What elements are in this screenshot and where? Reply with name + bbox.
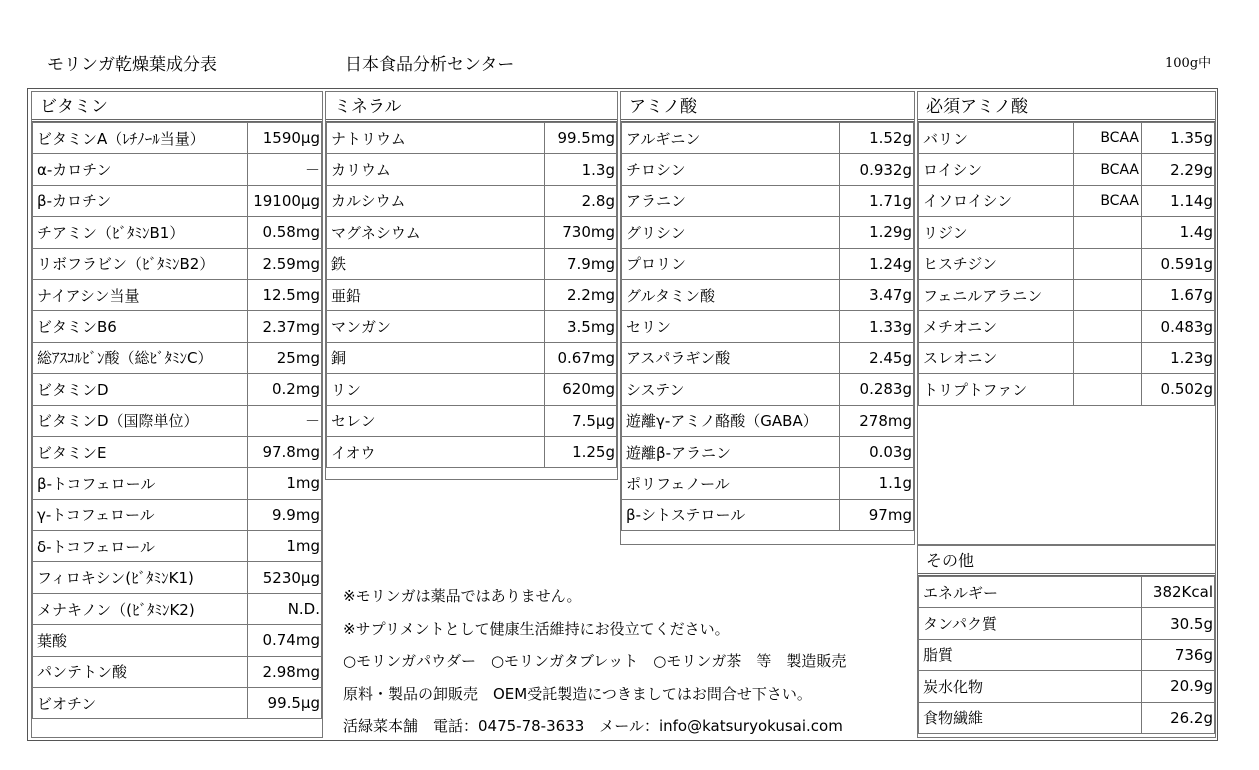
nutrient-name: カルシウム bbox=[327, 185, 545, 216]
bcaa-tag bbox=[1074, 311, 1142, 342]
nutrient-name: フェニルアラニン bbox=[919, 279, 1074, 310]
nutrient-name: ナイアシン当量 bbox=[33, 279, 248, 310]
nutrient-value: 0.2mg bbox=[248, 374, 322, 405]
nutrient-value: 1.1g bbox=[840, 468, 914, 499]
nutrient-name: リジン bbox=[919, 217, 1074, 248]
table-row bbox=[622, 311, 914, 342]
other-table bbox=[918, 576, 1215, 734]
table-row bbox=[919, 577, 1215, 608]
nutrient-name: スレオニン bbox=[919, 342, 1074, 373]
nutrient-value: 1.67g bbox=[1142, 279, 1215, 310]
nutrient-name: リン bbox=[327, 374, 545, 405]
nutrient-name: アスパラギン酸 bbox=[622, 342, 840, 373]
other-section bbox=[917, 545, 1216, 738]
nutrient-name: トリプトファン bbox=[919, 374, 1074, 405]
table-row bbox=[33, 499, 322, 530]
essential-amino-acids-table bbox=[918, 122, 1215, 406]
amino-acids-section bbox=[620, 91, 915, 545]
table-row bbox=[33, 217, 322, 248]
nutrient-name: β-カロチン bbox=[33, 185, 248, 216]
nutrient-value: 12.5mg bbox=[248, 279, 322, 310]
nutrient-value: 0.591g bbox=[1142, 248, 1215, 279]
table-row bbox=[33, 562, 322, 593]
nutrient-name: プロリン bbox=[622, 248, 840, 279]
nutrient-value: 99.5μg bbox=[248, 688, 322, 719]
nutrient-value: 2.59mg bbox=[248, 248, 322, 279]
nutrient-name: 遊離γ-アミノ酪酸（GABA） bbox=[622, 405, 840, 436]
table-row bbox=[327, 311, 617, 342]
table-row bbox=[327, 217, 617, 248]
table-row bbox=[622, 217, 914, 248]
bcaa-tag bbox=[1074, 217, 1142, 248]
nutrient-value: 30.5g bbox=[1142, 608, 1215, 639]
bcaa-tag bbox=[1074, 248, 1142, 279]
bcaa-tag bbox=[1074, 342, 1142, 373]
table-row bbox=[622, 185, 914, 216]
nutrient-value: － bbox=[248, 405, 322, 436]
nutrient-value: 26.2g bbox=[1142, 702, 1215, 733]
nutrient-value: 1.25g bbox=[545, 436, 617, 467]
nutrient-value: 2.2mg bbox=[545, 279, 617, 310]
nutrient-name: リボフラビン（ﾋﾞﾀﾐﾝB2） bbox=[33, 248, 248, 279]
table-row bbox=[33, 311, 322, 342]
nutrient-name: カリウム bbox=[327, 154, 545, 185]
nutrient-value: － bbox=[248, 154, 322, 185]
table-row bbox=[327, 374, 617, 405]
nutrient-name: δ-トコフェロール bbox=[33, 531, 248, 562]
nutrient-value: 278mg bbox=[840, 405, 914, 436]
nutrient-value: 1mg bbox=[248, 468, 322, 499]
nutrient-value: 1.3g bbox=[545, 154, 617, 185]
nutrient-value: 730mg bbox=[545, 217, 617, 248]
table-row bbox=[33, 468, 322, 499]
table-row bbox=[622, 374, 914, 405]
table-row bbox=[919, 185, 1215, 216]
nutrient-name: チアミン（ﾋﾞﾀﾐﾝB1） bbox=[33, 217, 248, 248]
essential-amino-acids-section bbox=[917, 91, 1216, 545]
table-row bbox=[327, 405, 617, 436]
nutrient-name: タンパク質 bbox=[919, 608, 1142, 639]
notes-block bbox=[343, 580, 846, 743]
nutrient-value: 97.8mg bbox=[248, 436, 322, 467]
nutrient-value: 5230μg bbox=[248, 562, 322, 593]
nutrient-name: β-トコフェロール bbox=[33, 468, 248, 499]
nutrient-name: ビタミンB6 bbox=[33, 311, 248, 342]
table-row bbox=[919, 248, 1215, 279]
nutrient-name: メナキノン（(ﾋﾞﾀﾐﾝK2) bbox=[33, 593, 248, 624]
table-row bbox=[919, 279, 1215, 310]
note-line: ※サプリメントとして健康生活維持にお役立てください。 bbox=[343, 619, 730, 638]
nutrient-value: 1.52g bbox=[840, 123, 914, 154]
nutrient-name: マグネシウム bbox=[327, 217, 545, 248]
nutrient-value: 1mg bbox=[248, 531, 322, 562]
nutrient-name: エネルギー bbox=[919, 577, 1142, 608]
table-row bbox=[919, 639, 1215, 670]
nutrient-value: 9.9mg bbox=[248, 499, 322, 530]
table-row bbox=[919, 374, 1215, 405]
vitamins-section bbox=[31, 91, 323, 738]
table-row bbox=[919, 217, 1215, 248]
nutrient-name: イソロイシン bbox=[919, 185, 1074, 216]
nutrient-value: 2.8g bbox=[545, 185, 617, 216]
essential-amino-acids-header: 必須アミノ酸 bbox=[918, 92, 1215, 122]
nutrient-name: ポリフェノール bbox=[622, 468, 840, 499]
table-row bbox=[622, 468, 914, 499]
nutrient-name: ロイシン bbox=[919, 154, 1074, 185]
nutrient-name: ビタミンA（ﾚﾁﾉｰﾙ当量） bbox=[33, 123, 248, 154]
nutrient-value: 20.9g bbox=[1142, 671, 1215, 702]
nutrient-name: ビタミンD（国際単位） bbox=[33, 405, 248, 436]
nutrient-value: 736g bbox=[1142, 639, 1215, 670]
nutrient-name: 遊離β-アラニン bbox=[622, 436, 840, 467]
table-row bbox=[919, 154, 1215, 185]
nutrient-value: 0.03g bbox=[840, 436, 914, 467]
table-row bbox=[33, 436, 322, 467]
table-row bbox=[919, 671, 1215, 702]
nutrient-name: ヒスチジン bbox=[919, 248, 1074, 279]
table-row bbox=[327, 154, 617, 185]
nutrient-name: ビタミンD bbox=[33, 374, 248, 405]
nutrient-name: バリン bbox=[919, 123, 1074, 154]
nutrient-value: 97mg bbox=[840, 499, 914, 530]
nutrient-name: メチオニン bbox=[919, 311, 1074, 342]
nutrient-value: 0.932g bbox=[840, 154, 914, 185]
nutrient-value: 1.29g bbox=[840, 217, 914, 248]
nutrient-name: ビオチン bbox=[33, 688, 248, 719]
table-row bbox=[327, 248, 617, 279]
table-row bbox=[327, 436, 617, 467]
nutrient-value: 1.24g bbox=[840, 248, 914, 279]
vitamins-header: ビタミン bbox=[32, 92, 322, 122]
nutrient-value: 0.74mg bbox=[248, 625, 322, 656]
table-row bbox=[622, 342, 914, 373]
nutrient-name: ナトリウム bbox=[327, 123, 545, 154]
nutrient-value: 382Kcal bbox=[1142, 577, 1215, 608]
nutrient-value: 1.33g bbox=[840, 311, 914, 342]
table-row bbox=[33, 625, 322, 656]
note-line: ○モリンガパウダー ○モリンガタブレット ○モリンガ茶 等 製造販売 bbox=[343, 652, 847, 670]
nutrient-value: 620mg bbox=[545, 374, 617, 405]
nutrient-name: イオウ bbox=[327, 436, 545, 467]
nutrient-value: 2.37mg bbox=[248, 311, 322, 342]
nutrient-value: 1.71g bbox=[840, 185, 914, 216]
nutrient-name: 総ｱｽｺﾙﾋﾞﾝ酸（総ﾋﾞﾀﾐﾝC） bbox=[33, 342, 248, 373]
table-row bbox=[622, 248, 914, 279]
nutrient-name: セリン bbox=[622, 311, 840, 342]
note-line: 原料・製品の卸販売 OEM受託製造につきましてはお問合せ下さい。 bbox=[343, 684, 812, 703]
nutrient-name: 炭水化物 bbox=[919, 671, 1142, 702]
nutrient-value: 7.9mg bbox=[545, 248, 617, 279]
nutrient-name: 脂質 bbox=[919, 639, 1142, 670]
table-row bbox=[327, 279, 617, 310]
nutrient-value: 2.29g bbox=[1142, 154, 1215, 185]
table-row bbox=[33, 154, 322, 185]
nutrient-value: 1.23g bbox=[1142, 342, 1215, 373]
nutrient-name: フィロキシン(ﾋﾞﾀﾐﾝK1) bbox=[33, 562, 248, 593]
nutrient-value: 1.4g bbox=[1142, 217, 1215, 248]
nutrient-value: 0.483g bbox=[1142, 311, 1215, 342]
nutrient-value: 1.35g bbox=[1142, 123, 1215, 154]
minerals-section bbox=[325, 91, 618, 480]
minerals-table bbox=[326, 122, 617, 468]
nutrient-value: 2.98mg bbox=[248, 656, 322, 687]
table-row bbox=[919, 342, 1215, 373]
table-row bbox=[33, 593, 322, 624]
amino-acids-header: アミノ酸 bbox=[621, 92, 914, 122]
unit-note: 100g中 bbox=[1165, 56, 1212, 71]
table-row bbox=[622, 279, 914, 310]
nutrient-name: 銅 bbox=[327, 342, 545, 373]
table-row bbox=[919, 311, 1215, 342]
nutrient-name: 葉酸 bbox=[33, 625, 248, 656]
table-row bbox=[327, 123, 617, 154]
other-header: その他 bbox=[918, 546, 1215, 576]
table-row bbox=[622, 123, 914, 154]
table-row bbox=[622, 405, 914, 436]
nutrient-value: 1.14g bbox=[1142, 185, 1215, 216]
amino-acids-table bbox=[621, 122, 914, 531]
table-row bbox=[33, 531, 322, 562]
table-row bbox=[622, 499, 914, 530]
table-row bbox=[919, 123, 1215, 154]
nutrient-name: セレン bbox=[327, 405, 545, 436]
nutrient-name: アラニン bbox=[622, 185, 840, 216]
nutrient-value: N.D. bbox=[248, 593, 322, 624]
table-row bbox=[33, 248, 322, 279]
table-row bbox=[33, 374, 322, 405]
nutrient-name: グルタミン酸 bbox=[622, 279, 840, 310]
table-row bbox=[33, 656, 322, 687]
lab-name: 日本食品分析センター bbox=[345, 55, 515, 75]
note-line: 活緑菜本舗 電話：0475-78-3633 メール：info@katsuryokusai.com bbox=[343, 717, 843, 735]
nutrient-value: 2.45g bbox=[840, 342, 914, 373]
table-row bbox=[33, 185, 322, 216]
nutrient-name: 亜鉛 bbox=[327, 279, 545, 310]
nutrient-value: 0.58mg bbox=[248, 217, 322, 248]
bcaa-tag bbox=[1074, 374, 1142, 405]
nutrient-value: 0.67mg bbox=[545, 342, 617, 373]
nutrient-name: γ-トコフェロール bbox=[33, 499, 248, 530]
table-row bbox=[33, 688, 322, 719]
nutrient-value: 0.502g bbox=[1142, 374, 1215, 405]
nutrient-name: 鉄 bbox=[327, 248, 545, 279]
nutrient-name: システン bbox=[622, 374, 840, 405]
nutrient-value: 19100μg bbox=[248, 185, 322, 216]
nutrient-name: α-カロチン bbox=[33, 154, 248, 185]
table-row bbox=[919, 702, 1215, 733]
nutrient-name: β-シトステロール bbox=[622, 499, 840, 530]
minerals-header: ミネラル bbox=[326, 92, 617, 122]
vitamins-table bbox=[32, 122, 322, 719]
table-row bbox=[33, 123, 322, 154]
nutrient-name: パンテトン酸 bbox=[33, 656, 248, 687]
nutrient-value: 7.5μg bbox=[545, 405, 617, 436]
table-row bbox=[327, 185, 617, 216]
table-row bbox=[622, 154, 914, 185]
nutrient-value: 3.5mg bbox=[545, 311, 617, 342]
table-row bbox=[327, 342, 617, 373]
note-line: ※モリンガは薬品ではありません。 bbox=[343, 587, 582, 605]
nutrient-value: 1590μg bbox=[248, 123, 322, 154]
nutrient-name: 食物繊維 bbox=[919, 702, 1142, 733]
table-row bbox=[33, 405, 322, 436]
document-title: モリンガ乾燥葉成分表 bbox=[47, 55, 217, 75]
table-row bbox=[33, 279, 322, 310]
nutrient-value: 25mg bbox=[248, 342, 322, 373]
nutrient-name: アルギニン bbox=[622, 123, 840, 154]
bcaa-tag: BCAA bbox=[1074, 154, 1142, 185]
bcaa-tag bbox=[1074, 279, 1142, 310]
nutrient-name: チロシン bbox=[622, 154, 840, 185]
nutrient-name: グリシン bbox=[622, 217, 840, 248]
nutrient-name: マンガン bbox=[327, 311, 545, 342]
nutrient-name: ビタミンE bbox=[33, 436, 248, 467]
nutrient-value: 99.5mg bbox=[545, 123, 617, 154]
table-row bbox=[33, 342, 322, 373]
table-row bbox=[622, 436, 914, 467]
nutrient-value: 0.283g bbox=[840, 374, 914, 405]
bcaa-tag: BCAA bbox=[1074, 185, 1142, 216]
nutrient-value: 3.47g bbox=[840, 279, 914, 310]
bcaa-tag: BCAA bbox=[1074, 123, 1142, 154]
table-row bbox=[919, 608, 1215, 639]
